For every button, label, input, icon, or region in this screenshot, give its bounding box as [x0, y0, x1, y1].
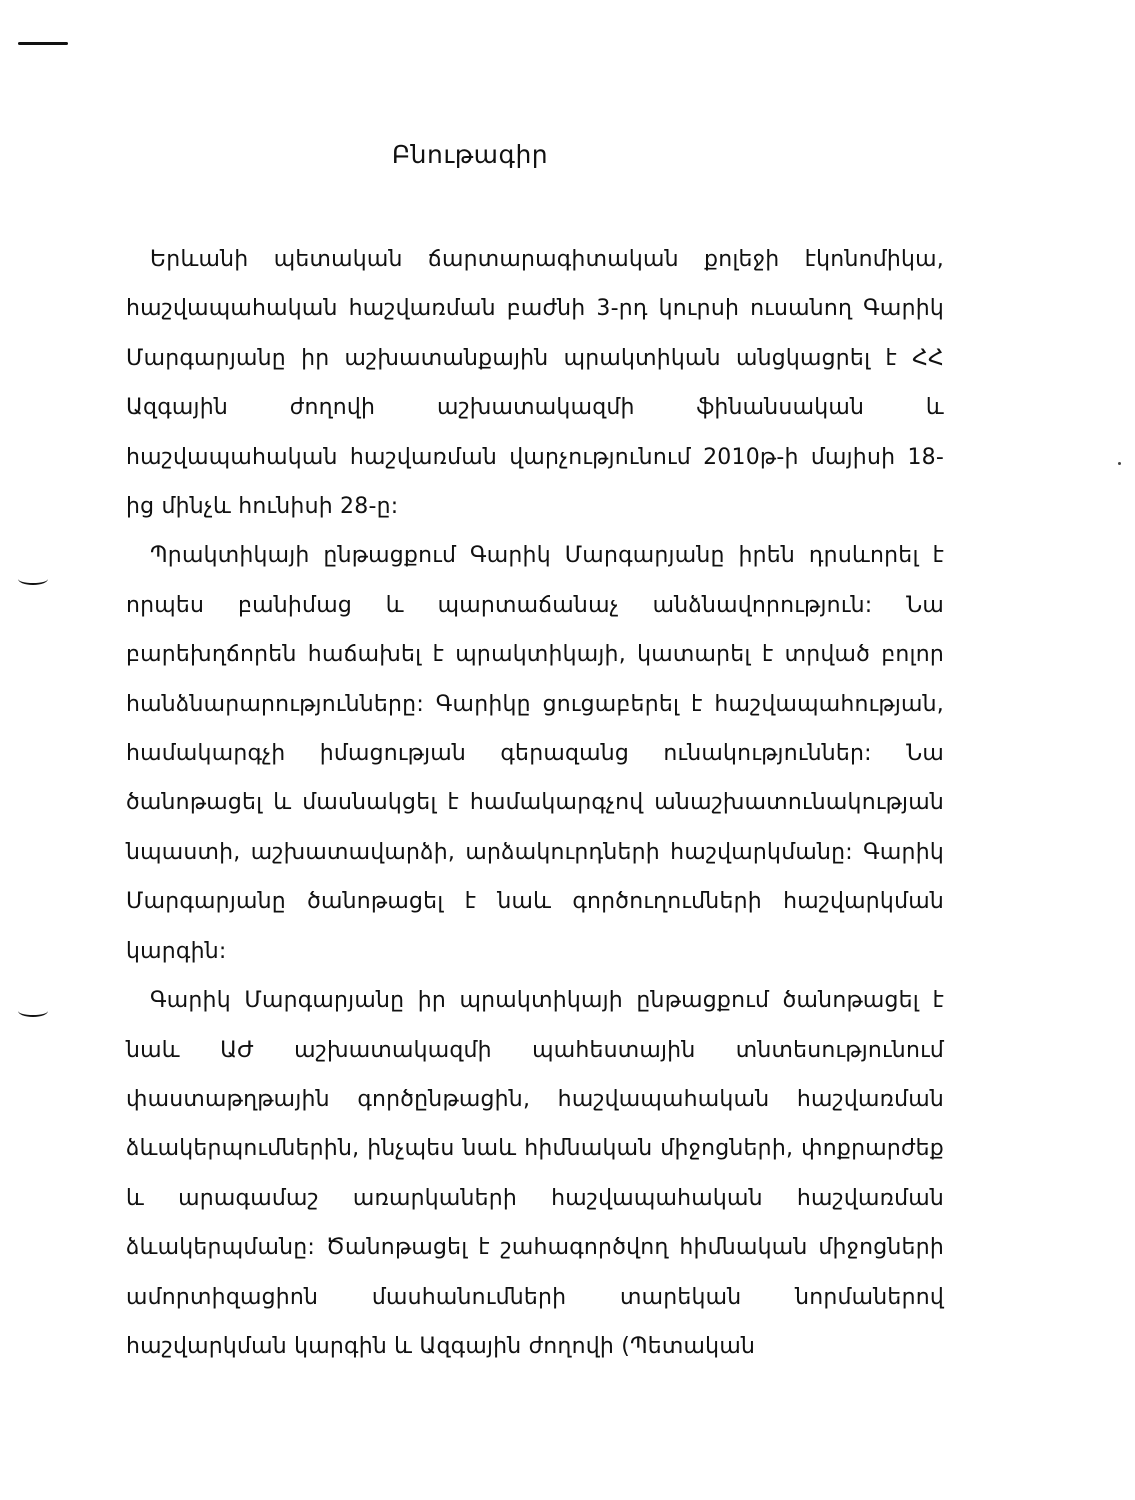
- paragraph: Պրակտիկայի ընթացքում Գարիկ Մարգարյանը իրեն դրսևորել է որպես բանիմաց և պարտաճանաչ անձնավորություն: Նա բարեխղճորեն հաճախել է պրակտիկայի, կատարել է տրված բոլոր հանձնարարությունները: Գարիկը ցուցաբերել է հաշվապահության, համակարգչի իմացության գերազանց ունակություններ: Նա ծանոթացել և մասնակցել է համակարգչով անաշխատունակության նպաստի, աշխատավարձի, արձակուրդների հաշվարկմանը: Գարիկ Մարգարյանը ծանոթացել է նաև գործուղումների հաշվարկման կարգին:: [126, 543, 944, 964]
- paragraph: Գարիկ Մարգարյանը իր պրակտիկայի ընթացքում ծանոթացել է նաև ԱԺ աշխատակազմի պահեստային տնտեսությունում փաստաթղթային գործընթացին, հաշվապահական հաշվառման ձևակերպումներին, ինչպես նաև հիմնական միջոցների, փոքրարժեք և արագամաշ առարկաների հաշվապահական հաշվառման ձևակերպմանը: Ծանոթացել է շահագործվող հիմնական միջոցների ամորտիզացիոն մասհանումների տարեկան նորմաներով հաշվարկման կարգին և Ազգային ժողովի (Պետական: [126, 988, 944, 1359]
- margin-mark: [18, 1005, 48, 1017]
- margin-mark: [18, 573, 48, 585]
- document-body: [126, 235, 944, 1371]
- scan-speck: [1118, 462, 1121, 465]
- scan-mark: [18, 42, 68, 45]
- document-title: Բնութագիր: [391, 140, 549, 169]
- paragraph: Երևանի պետական ճարտարագիտական քոլեջի էկոնոմիկա, հաշվապահական հաշվառման բաժնի 3-րդ կուրսի ուսանող Գարիկ Մարգարյանը իր աշխատանքային պրակտիկան անցկացրել է ՀՀ Ազգային ժողովի աշխատակազմի ֆինանսական և հաշվապահական հաշվառման վարչությունում 2010թ-ի մայիսի 18-ից մինչև հունիսի 28-ը:: [126, 247, 944, 520]
